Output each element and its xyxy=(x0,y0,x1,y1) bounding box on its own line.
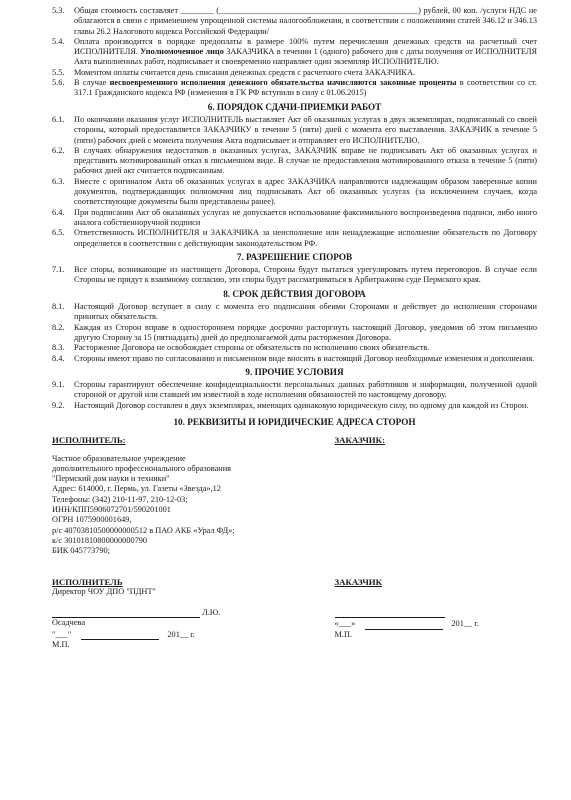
section-heading-7: 7. РАЗРЕШЕНИЕ СПОРОВ xyxy=(236,251,353,262)
clause-9-2 xyxy=(52,401,537,411)
clause-7-1 xyxy=(52,265,537,286)
executor-line: Частное образовательное учреждение xyxy=(52,453,186,463)
clause-text: По окончании оказания услуг ИСПОЛНИТЕЛЬ выставляет Акт об оказанных услугах в двух экземплярах, подписанный со своей стороны, который предоставляется ЗАКАЗЧИКУ в течение 5 (пяти) дней с момента его выставления. ЗАКАЗЧИК в течение 5 (пяти) рабочих дней с момента получения Акта подписывает и отправляет его ИСПОЛНИТЕЛЮ. xyxy=(74,114,537,145)
clause-text: Моментом оплаты считается день списания денежных средств с расчетного счета ЗАКАЗЧИКА. xyxy=(74,67,416,77)
clause-text: Каждая из Сторон вправе в одностороннем порядке досрочно расторгнуть настоящий Договор, уведомив об этом письменно другую Сторону за 15 (пятнадцать) дней до предполагаемой даты расторжения Договора. xyxy=(74,322,537,342)
clause-number: 6.5. xyxy=(52,228,65,238)
stamp-label: М.П. xyxy=(52,640,70,650)
clause-text-bold: несвоевременного исполнения денежного обязательства начисляются законные проценты xyxy=(109,78,457,88)
executor-line: ОГРН 1075900001649, xyxy=(52,515,132,525)
executor-line: "Пермский дом науки и техники" xyxy=(52,474,170,484)
executor-label: ИСПОЛНИТЕЛЬ: xyxy=(52,435,126,446)
executor-line: ИНН/КПП5906072701/590201001 xyxy=(52,505,171,515)
section-heading-9: 9. ПРОЧИЕ УСЛОВИЯ xyxy=(245,366,344,377)
clause-text: В случаях обнаружения недостатков в оказанных услугах, ЗАКАЗЧИК вправе не подписывать Акт об оказанных услугах и представить мотивированный отказ в письменном виде. В случае не предоставления мотивированного отказа в течение 5 (пяти) рабочих дней акт считается подписанным. xyxy=(74,145,537,176)
clause-6-5 xyxy=(52,228,537,249)
clause-5-5 xyxy=(52,68,537,78)
executor-title: Директор ЧОУ ДПО "ПДНТ" xyxy=(52,586,156,596)
clause-text: Настоящий Договор вступает в силу с момента его подписания обеими Сторонами и действует до исполнения сторонами принятых обязательств. xyxy=(74,302,537,322)
clause-text-part: В случае xyxy=(74,78,110,88)
clause-number: 8.4. xyxy=(52,353,65,363)
clause-number: 8.2. xyxy=(52,322,65,332)
date-row xyxy=(52,630,255,640)
clause-8-4 xyxy=(52,354,537,364)
clause-text: Стороны гарантируют обеспечение конфиденциальности персональных данных работников и информации, полученной одной стороной от другой или ставшей им известной в ходе исполнения обязанностей по настоящему договору. xyxy=(74,380,537,400)
executor-line: к/с 30101810800000000790 xyxy=(52,535,148,545)
executor-signature xyxy=(52,577,255,651)
clause-number: 6.1. xyxy=(52,114,65,124)
signatures-block xyxy=(52,577,537,651)
executor-line: р/с 40703810500000000512 в ПАО АКБ «Урал ФД»; xyxy=(52,525,235,535)
date-row xyxy=(335,619,538,629)
date-day: «___» xyxy=(334,619,356,629)
executor-line: Телефоны: (342) 210-11-97, 210-12-03; xyxy=(52,494,188,504)
requisites-block xyxy=(52,435,537,556)
clause-number: 6.3. xyxy=(52,176,65,186)
executor-line: дополнительного профессионального образования xyxy=(52,463,231,473)
clause-number: 9.1. xyxy=(52,380,65,390)
clause-5-4 xyxy=(52,37,537,68)
clause-text xyxy=(74,37,537,68)
date-year: 201__ г. xyxy=(167,629,195,639)
section-heading-8: 8. СРОК ДЕЙСТВИЯ ДОГОВОРА xyxy=(223,288,366,299)
clause-number: 5.3. xyxy=(52,6,65,15)
date-year: 201__ г. xyxy=(451,619,479,629)
clause-text: Общая стоимость составляет ________ (________________________________________________) рублей, 00 коп. /услуги НДС не облагаются в связи с применением упрощенной системы налогообложения, в соответствии с положениями статей 346.12 и 346.13 главы 26.2 Налогового кодекса Российской Федерации/ xyxy=(74,6,537,36)
clause-text-part: Оплата производится в порядке предоплаты в размере 100% путем перечисления денежных средств на расчетный счет ИСПОЛНИТЕЛЯ. xyxy=(74,36,537,57)
clause-text: Стороны имеют право по согласованию и письменном виде вносить в настоящий Договор необходимые изменения и дополнения. xyxy=(74,353,535,363)
clause-number: 8.1. xyxy=(52,302,65,312)
customer-requisites xyxy=(255,435,538,556)
section-heading-10: 10. РЕКВИЗИТЫ И ЮРИДИЧЕСКИЕ АДРЕСА СТОРОН xyxy=(173,416,416,427)
clause-6-3 xyxy=(52,177,537,208)
clause-text-part: ЗАКАЗЧИКА в течении 1 (одного) рабочего дня с даты получения от ИСПОЛНИТЕЛЯ Акта выполненных работ, подписывает и своевременно направляет один экземпляр ИСПОЛНИТЕЛЮ. xyxy=(74,47,538,67)
date-month-line[interactable] xyxy=(365,629,443,630)
clause-8-1 xyxy=(52,302,537,323)
clause-number: 6.4. xyxy=(52,207,65,217)
clause-text: Расторжение Договора не освобождает стороны от обязательств по исполнению своих обязательств. xyxy=(74,343,430,353)
clause-8-2 xyxy=(52,323,537,344)
date-month-line[interactable] xyxy=(81,639,159,640)
clause-number: 8.3. xyxy=(52,343,65,353)
clause-number: 7.1. xyxy=(52,265,65,275)
customer-label: ЗАКАЗЧИК: xyxy=(334,435,385,446)
clause-text xyxy=(74,78,537,99)
clause-8-3 xyxy=(52,343,537,353)
executor-requisites xyxy=(52,435,255,556)
clause-5-3 xyxy=(52,6,537,37)
customer-signature xyxy=(255,577,538,651)
clause-5-6 xyxy=(52,78,537,99)
clause-text-part: в соответствии со ст. 317.1 Гражданского кодекса РФ (изменения в ГК РФ вступили в силу с 01.06.2015) xyxy=(74,78,537,98)
clause-number: 6.2. xyxy=(52,145,65,155)
clause-number: 5.6. xyxy=(52,78,65,88)
clause-text: Настоящий Договор составлен в двух экземплярах, имеющих одинаковую юридическую силу, по одному для каждой из Сторон. xyxy=(74,400,529,410)
clause-text: Вместе с оригиналом Акта об оказанных услугах в адрес ЗАКАЗЧИКА направляются надлежащим образом заверенные копии документов, подтверждающих полномочия лиц подписывать Акт об оказанных услугах (за исключением случаев, когда соответствующие документы были представлены ранее). xyxy=(74,176,537,207)
signature-line-row xyxy=(52,608,255,629)
section-heading-6: 6. ПОРЯДОК СДАЧИ-ПРИЕМКИ РАБОТ xyxy=(207,101,382,112)
clause-text: Ответственность ИСПОЛНИТЕЛЯ и ЗАКАЗЧИКА за неисполнение или ненадлежащие исполнение обязательств по Договору определяется в соответствии с действующим законодательством РФ. xyxy=(74,228,537,248)
clause-6-1 xyxy=(52,115,537,146)
signature-line[interactable] xyxy=(335,617,445,618)
executor-sign-label: ИСПОЛНИТЕЛЬ xyxy=(52,576,123,587)
executor-name: Л.Ю. Осадчева xyxy=(52,608,221,628)
stamp-label: М.П. xyxy=(334,629,353,639)
executor-line: БИК 045773790; xyxy=(52,546,111,556)
clause-6-4 xyxy=(52,208,537,229)
clause-number: 5.5. xyxy=(52,67,65,77)
date-day: "___" xyxy=(52,629,72,639)
clause-text: Все споры, возникающие из настоящего Договора, Стороны будут пытаться урегулировать путем переговоров. В случае если Стороны не придут к взаимному согласию, эти споры будут рассматриваться в Арбитражном суде Пермского края. xyxy=(74,265,537,285)
clause-number: 5.4. xyxy=(52,36,65,46)
clause-9-1 xyxy=(52,380,537,401)
clause-6-2 xyxy=(52,146,537,177)
clause-text-bold: Уполномоченное лицо xyxy=(140,47,224,57)
executor-line: Адрес: 614000, г. Пермь, ул. Газеты «Звезда»,12 xyxy=(52,484,221,494)
customer-sign-label: ЗАКАЗЧИК xyxy=(334,576,382,587)
signature-line-row xyxy=(335,608,538,618)
clause-number: 9.2. xyxy=(52,400,65,410)
clause-text: При подписании Акт об оказанных услугах не допускается использование факсимильного воспроизведения подписи, либо иного аналога собственноручной подписи xyxy=(74,207,537,227)
